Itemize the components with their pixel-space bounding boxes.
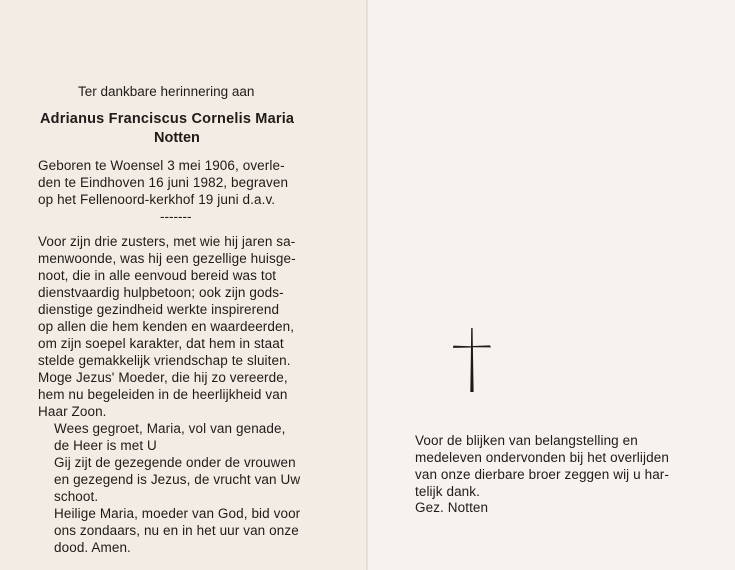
birth-death-line: den te Eindhoven 16 juni 1982, begraven	[38, 175, 289, 190]
left-panel	[0, 0, 367, 570]
birth-death-line: Geboren te Woensel 3 mei 1906, overle-	[38, 158, 285, 173]
prayer-line: en gezegend is Jezus, de vrucht van Uw	[54, 472, 301, 487]
prayer-line: Wees gegroet, Maria, vol van genade,	[54, 421, 286, 436]
tribute-line: dienstvaardig hulpbetoon; ook zijn gods-	[38, 285, 284, 300]
cross-icon	[451, 326, 493, 394]
thanks-line: medeleven ondervonden bij het overlijden	[415, 450, 669, 465]
tribute-line: Moge Jezus' Moeder, die hij zo vereerde,	[38, 370, 288, 385]
prayer-line: de Heer is met U	[54, 438, 157, 453]
prayer-line: ons zondaars, nu en in het uur van onze	[54, 523, 299, 538]
card-heading: Ter dankbare herinnering aan	[78, 84, 255, 99]
tribute-line: hem nu begeleiden in de heerlijkheid van	[38, 387, 288, 402]
tribute-line: menwoonde, was hij een gezellige huisge-	[38, 251, 296, 266]
tribute-line: noot, die in alle eenvoud bereid was tot	[38, 268, 277, 283]
tribute-line: Haar Zoon.	[38, 404, 107, 419]
prayer-line: Heilige Maria, moeder van God, bid voor	[54, 506, 301, 521]
birth-death-line: op het Fellenoord-kerkhof 19 juni d.a.v.	[38, 192, 276, 207]
deceased-name-line2: Notten	[154, 130, 200, 146]
prayer-line: schoot.	[54, 489, 99, 504]
tribute-line: dienstige gezindheid werkte inspirerend	[38, 302, 280, 317]
tribute-line: stelde gemakkelijk vriendschap te sluiten.	[38, 353, 291, 368]
tribute-line: Voor zijn drie zusters, met wie hij jaren sa-	[38, 234, 296, 249]
tribute-line: op allen die hem kenden en waardeerden,	[38, 319, 295, 334]
thanks-line: telijk dank.	[415, 484, 480, 499]
thanks-line: van onze dierbare broer zeggen wij u har-	[415, 467, 669, 482]
prayer-line: Gij zijt de gezegende onder de vrouwen	[54, 455, 296, 470]
prayer-line: dood. Amen.	[54, 540, 131, 555]
separator: -------	[160, 209, 192, 224]
deceased-name-line1: Adrianus Franciscus Cornelis Maria	[40, 111, 295, 127]
tribute-line: om zijn soepel karakter, dat hem in staat	[38, 336, 284, 351]
thanks-line: Voor de blijken van belangstelling en	[415, 433, 638, 448]
signature: Gez. Notten	[415, 500, 489, 515]
